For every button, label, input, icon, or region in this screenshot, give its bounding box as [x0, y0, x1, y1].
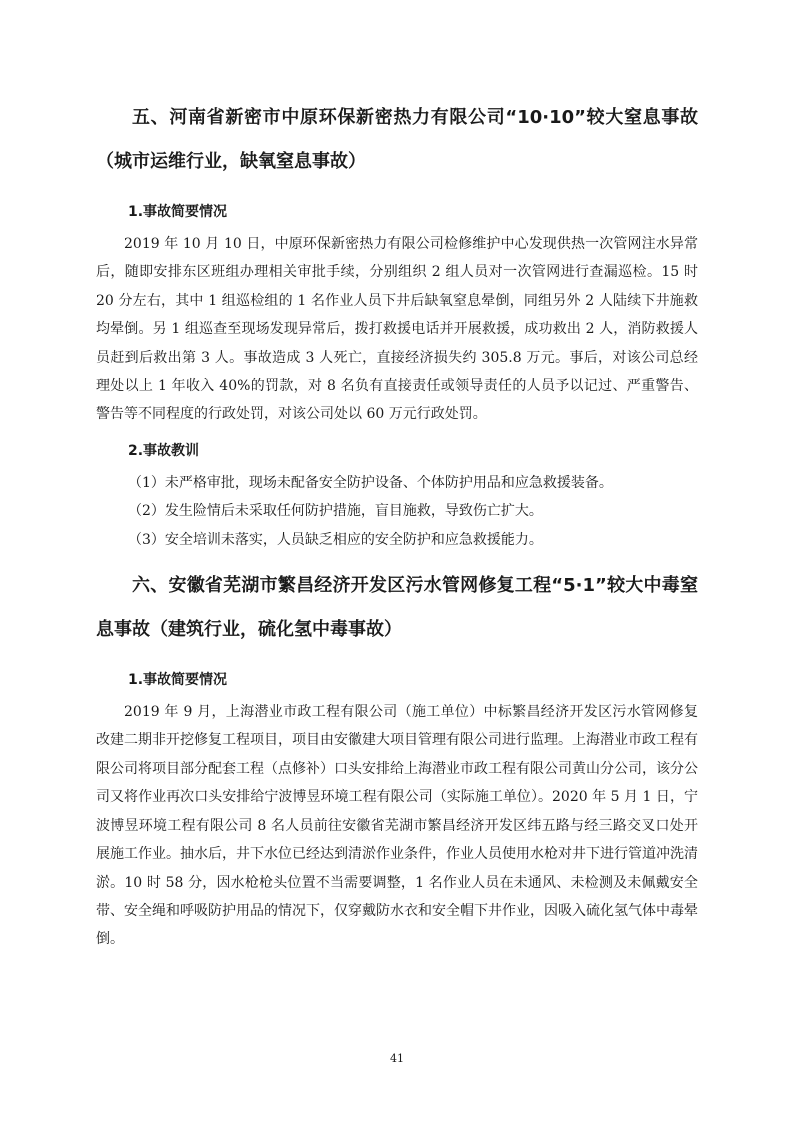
section-heading-6: 六、安徽省芜湖市繁昌经济开发区污水管网修复工程“5·1”较大中毒窒息事故（建筑行业，硫化氢中毒事故）: [96, 575, 698, 641]
summary-title-5: 1.事故简要情况: [128, 204, 228, 220]
summary-title-6: 1.事故简要情况: [128, 672, 228, 689]
lessons-title-5: 2.事故教训: [128, 442, 200, 459]
summary-text-5: 2019 年 10 月 10 日，中原环保新密热力有限公司检修维护中心发现供热一次管网注水异常后，随即安排东区班组办理相关审批手续，分别组织 2 组人员对一次管网进行查漏巡检。15 时 20 分左右，其中 1 组巡检组的 1 名作业人员下井后缺氧窒息晕倒，同组另外 2 人陆续下井施救均晕倒。另 1 组巡查至现场发现异常后，拨打救援电话并开展救援，成功救出 2 人，消防救援人员赶到后救出第 3 人。事故造成 3 人死亡，直接经济损失约 305.8 万元。事后，对该公司总经理处以上 1 年收入 40%的罚款，对 8 名负有直接责任或领导责任的人员予以记过、严重警告、警告等不同程度的行政处罚，对该公司处以 60 万元行政处罚。: [96, 236, 698, 423]
lesson-item: （1）未严格审批，现场未配备安全防护设备、个体防护用品和应急救援装备。: [128, 474, 613, 491]
section-heading-5: 五、河南省新密市中原环保新密热力有限公司“10·10”较大窒息事故（城市运维行业，缺氧窒息事故）: [96, 107, 698, 172]
page-number: 41: [390, 1052, 404, 1065]
lesson-item: （2）发生险情后未采取任何防护措施，盲目施救，导致伤亡扩大。: [128, 503, 543, 520]
summary-text-6: 2019 年 9 月，上海潜业市政工程有限公司（施工单位）中标繁昌经济开发区污水管网修复改建二期非开挖修复工程项目，项目由安徽建大项目管理有限公司进行监理。上海潜业市政工程有限公司将项目部分配套工程（点修补）口头安排给上海潜业市政工程有限公司黄山分公司，该分公司又将作业再次口头安排给宁波博昱环境工程有限公司（实际施工单位）。2020 年 5 月 1 日，宁波博昱环境工程有限公司 8 名人员前往安徽省芜湖市繁昌经济开发区纬五路与经三路交叉口处开展施工作业。抽水后，井下水位已经达到清淤作业条件，作业人员使用水枪对井下进行管道冲洗清淤。10 时 58 分，因水枪枪头位置不当需要调整，1 名作业人员在未通风、未检测及未佩戴安全带、安全绳和呼吸防护用品的情况下，仅穿戴防水衣和安全帽下井作业，因吸入硫化氢气体中毒晕倒。: [96, 704, 698, 948]
lesson-item: （3）安全培训未落实，人员缺乏相应的安全防护和应急救援能力。: [128, 531, 543, 548]
